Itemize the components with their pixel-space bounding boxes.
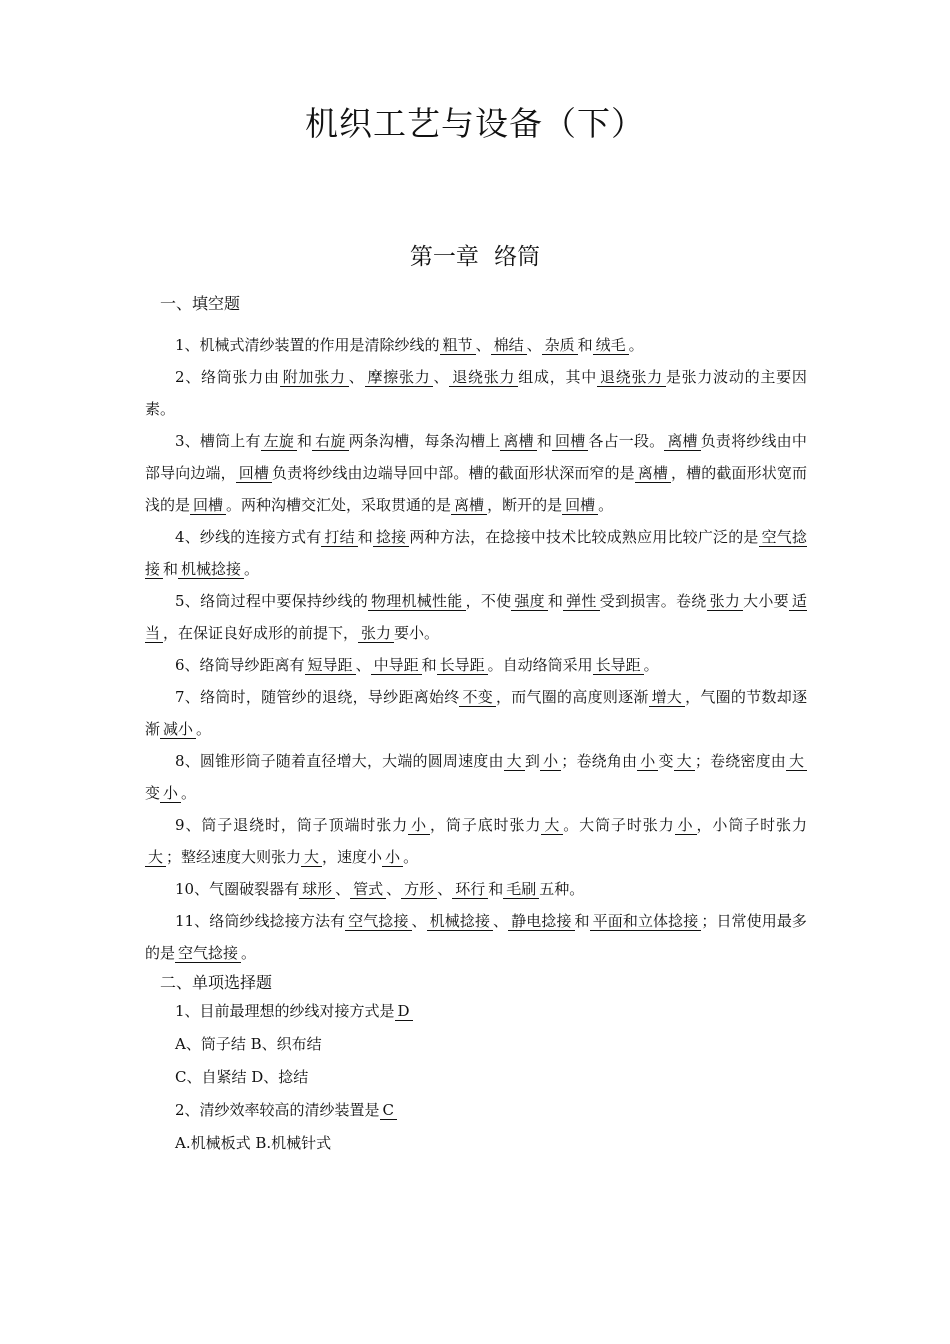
question-text: 和 <box>574 912 590 930</box>
question-text: 负责将纱线由边端导回中部。槽的截面形状深而窄的是 <box>271 464 635 482</box>
answer-blank: 短导距 <box>305 656 356 675</box>
question-text: 、 <box>335 880 351 898</box>
answer-blank: 大 <box>541 816 563 835</box>
answer-blank: 回槽 <box>236 464 272 483</box>
answer-blank: 大 <box>786 752 807 771</box>
answer-blank: 右旋 <box>312 432 348 451</box>
chapter-heading: 第一章 络筒 <box>409 244 541 270</box>
question-text: 和 <box>536 432 553 450</box>
answer-blank: 张力 <box>358 624 394 643</box>
question-text: 。 <box>196 720 212 738</box>
choice-question-2 <box>145 1094 807 1127</box>
answer-blank: 大 <box>504 752 525 771</box>
question-text: 5、络筒过程中要保持纱线的 <box>175 592 368 610</box>
answer-blank: D <box>395 1002 413 1021</box>
answer-blank: 大 <box>145 848 166 867</box>
document-body <box>145 292 807 1160</box>
question-8 <box>145 745 807 809</box>
question-text: 。 <box>628 336 644 354</box>
question-text: 组成，其中 <box>518 368 597 386</box>
choice-options-1cd: C、自紧结 D、捻结 <box>175 1068 309 1086</box>
answer-blank: 大 <box>301 848 322 867</box>
question-text: 要小。 <box>394 624 440 642</box>
question-text: 8、圆锥形筒子随着直径增大，大端的圆周速度由 <box>175 752 504 770</box>
question-4 <box>145 521 807 585</box>
answer-blank: 退绕张力 <box>449 368 518 387</box>
question-text: 。 <box>598 496 614 514</box>
answer-blank: 摩擦张力 <box>365 368 434 387</box>
answer-blank: 增大 <box>649 688 686 707</box>
question-text: 2、清纱效率较高的清纱装置是 <box>175 1101 380 1119</box>
question-text: 。 <box>241 944 257 962</box>
answer-blank: 捻接 <box>373 528 409 547</box>
answer-blank: 长导距 <box>593 656 644 675</box>
answer-blank: 小 <box>408 816 430 835</box>
question-text: 、 <box>386 880 402 898</box>
question-6 <box>145 649 807 681</box>
question-text: 4、纱线的连接方式有 <box>175 528 322 546</box>
question-text: 、 <box>348 368 365 386</box>
answer-blank: 小 <box>382 848 403 867</box>
question-text: 和 <box>163 560 179 578</box>
question-text: ；卷绕角由 <box>561 752 638 770</box>
question-text: 、 <box>433 368 450 386</box>
question-text: 变 <box>145 784 161 802</box>
answer-blank: 中导距 <box>371 656 422 675</box>
question-text: 6、络筒导纱距离有 <box>175 656 305 674</box>
question-text: 五种。 <box>539 880 585 898</box>
answer-blank: 静电捻接 <box>508 912 574 931</box>
answer-blank: 退绕张力 <box>597 368 666 387</box>
question-11 <box>145 905 807 969</box>
question-text: 、 <box>355 656 371 674</box>
question-text: 两种方法，在捻接中技术比较成熟应用比较广泛的是 <box>409 528 759 546</box>
question-text: 大小要 <box>743 592 789 610</box>
answer-blank: 管式 <box>350 880 386 899</box>
answer-blank: 弹性 <box>563 592 600 611</box>
answer-blank: C <box>380 1101 397 1120</box>
question-text: ；日常使用最多的是 <box>145 912 807 962</box>
question-text: ，不使 <box>465 592 512 610</box>
answer-blank: 绒毛 <box>593 336 629 355</box>
answer-blank: 离槽 <box>500 432 536 451</box>
question-text: 1、机械式清纱装置的作用是清除纱线的 <box>175 336 440 354</box>
answer-blank: 回槽 <box>562 496 598 515</box>
answer-blank: 小 <box>675 816 697 835</box>
answer-blank: 附加张力 <box>280 368 349 387</box>
question-text: ，而气圈的高度则逐渐 <box>496 688 649 706</box>
question-text: 和 <box>297 432 313 450</box>
question-text: 是张力波动的主要因素。 <box>145 368 807 418</box>
question-text: 各占一段。 <box>588 432 665 450</box>
choice-options-1ab: A、筒子结 B、织布结 <box>175 1035 322 1053</box>
question-text: 到 <box>524 752 541 770</box>
answer-blank: 空气捻接 <box>145 528 807 578</box>
question-7 <box>145 681 807 745</box>
question-text: 。大筒子时张力 <box>563 816 675 834</box>
answer-blank: 回槽 <box>552 432 588 451</box>
question-text: 2、络筒张力由 <box>175 368 280 386</box>
question-text: 和 <box>488 880 504 898</box>
answer-blank: 张力 <box>707 592 744 611</box>
answer-blank: 空气捻接 <box>175 944 241 963</box>
answer-blank: 适当 <box>145 592 807 642</box>
question-text: 和 <box>547 592 564 610</box>
answer-blank: 减小 <box>160 720 196 739</box>
question-text: 7、络筒时，随管纱的退绕，导纱距离始终 <box>175 688 460 706</box>
question-10 <box>145 873 807 905</box>
question-text: 11、络筒纱线捻接方法有 <box>175 912 346 930</box>
question-9 <box>145 809 807 873</box>
question-text: 、 <box>526 336 542 354</box>
answer-blank: 强度 <box>511 592 548 611</box>
question-text: 1、目前最理想的纱线对接方式是 <box>175 1002 395 1020</box>
question-text: ，在保证良好成形的前提下， <box>163 624 359 642</box>
choice-options-2ab: A.机械板式 B.机械针式 <box>175 1134 332 1152</box>
answer-blank: 环行 <box>452 880 488 899</box>
answer-blank: 平面和立体捻接 <box>590 912 702 931</box>
answer-blank: 棉结 <box>491 336 527 355</box>
question-2 <box>145 361 807 425</box>
answer-blank: 离槽 <box>664 432 700 451</box>
answer-blank: 空气捻接 <box>345 912 411 931</box>
answer-blank: 粗节 <box>440 336 476 355</box>
question-text: 3、槽筒上有 <box>175 432 261 450</box>
question-text: 和 <box>357 528 373 546</box>
answer-blank: 物理机械性能 <box>368 592 466 611</box>
answer-blank: 机械捻接 <box>427 912 493 931</box>
question-text: 。 <box>244 560 260 578</box>
answer-blank: 杂质 <box>542 336 578 355</box>
choice-question-1 <box>145 995 807 1028</box>
question-text: ，筒子底时张力 <box>430 816 542 834</box>
answer-blank: 小 <box>637 752 658 771</box>
question-text: ；整经速度大则张力 <box>166 848 302 866</box>
question-text: 两条沟槽，每条沟槽上 <box>348 432 501 450</box>
answer-blank: 机械捻接 <box>178 560 244 579</box>
answer-blank: 打结 <box>321 528 357 547</box>
answer-blank: 回槽 <box>190 496 226 515</box>
question-5 <box>145 585 807 649</box>
answer-blank: 方形 <box>401 880 437 899</box>
question-text: ；卷绕密度由 <box>694 752 786 770</box>
question-text: 、 <box>437 880 453 898</box>
answer-blank: 小 <box>540 752 561 771</box>
question-text: 、 <box>493 912 509 930</box>
question-text: 9、筒子退绕时，筒子顶端时张力 <box>175 816 409 834</box>
answer-blank: 球形 <box>299 880 335 899</box>
answer-blank: 左旋 <box>261 432 297 451</box>
answer-blank: 小 <box>160 784 181 803</box>
question-text: ，气圈的节数却逐渐 <box>145 688 807 738</box>
question-text: 和 <box>421 656 437 674</box>
document-title: 机织工艺与设备（下） <box>305 104 645 143</box>
question-text: 受到损害。卷绕 <box>599 592 707 610</box>
question-text: 。 <box>181 784 197 802</box>
question-text: 。 <box>643 656 659 674</box>
question-text: 负责将纱线由中部导向边端， <box>145 432 807 482</box>
question-text: 10、气圈破裂器有 <box>175 880 300 898</box>
question-text: 变 <box>658 752 674 770</box>
question-text: 和 <box>577 336 593 354</box>
question-text: 、 <box>475 336 491 354</box>
section-heading-single-choice: 二、单项选择题 <box>160 973 273 992</box>
question-text: 。 <box>403 848 419 866</box>
question-text: ，速度小 <box>322 848 383 866</box>
question-text: ，槽的截面形状宽而浅的是 <box>145 464 807 514</box>
question-text: 。自动络筒采用 <box>487 656 593 674</box>
answer-blank: 不变 <box>459 688 496 707</box>
question-text: 。两种沟槽交汇处，采取贯通的是 <box>226 496 452 514</box>
answer-blank: 离槽 <box>635 464 671 483</box>
question-text: ，小筒子时张力 <box>696 816 807 834</box>
answer-blank: 长导距 <box>437 656 488 675</box>
answer-blank: 毛刷 <box>503 880 539 899</box>
question-text: 、 <box>411 912 427 930</box>
section-heading-fill-blank: 一、填空题 <box>160 294 241 313</box>
answer-blank: 离槽 <box>451 496 487 515</box>
answer-blank: 大 <box>674 752 695 771</box>
question-text: ，断开的是 <box>487 496 563 514</box>
question-1 <box>145 329 807 361</box>
question-3 <box>145 425 807 521</box>
